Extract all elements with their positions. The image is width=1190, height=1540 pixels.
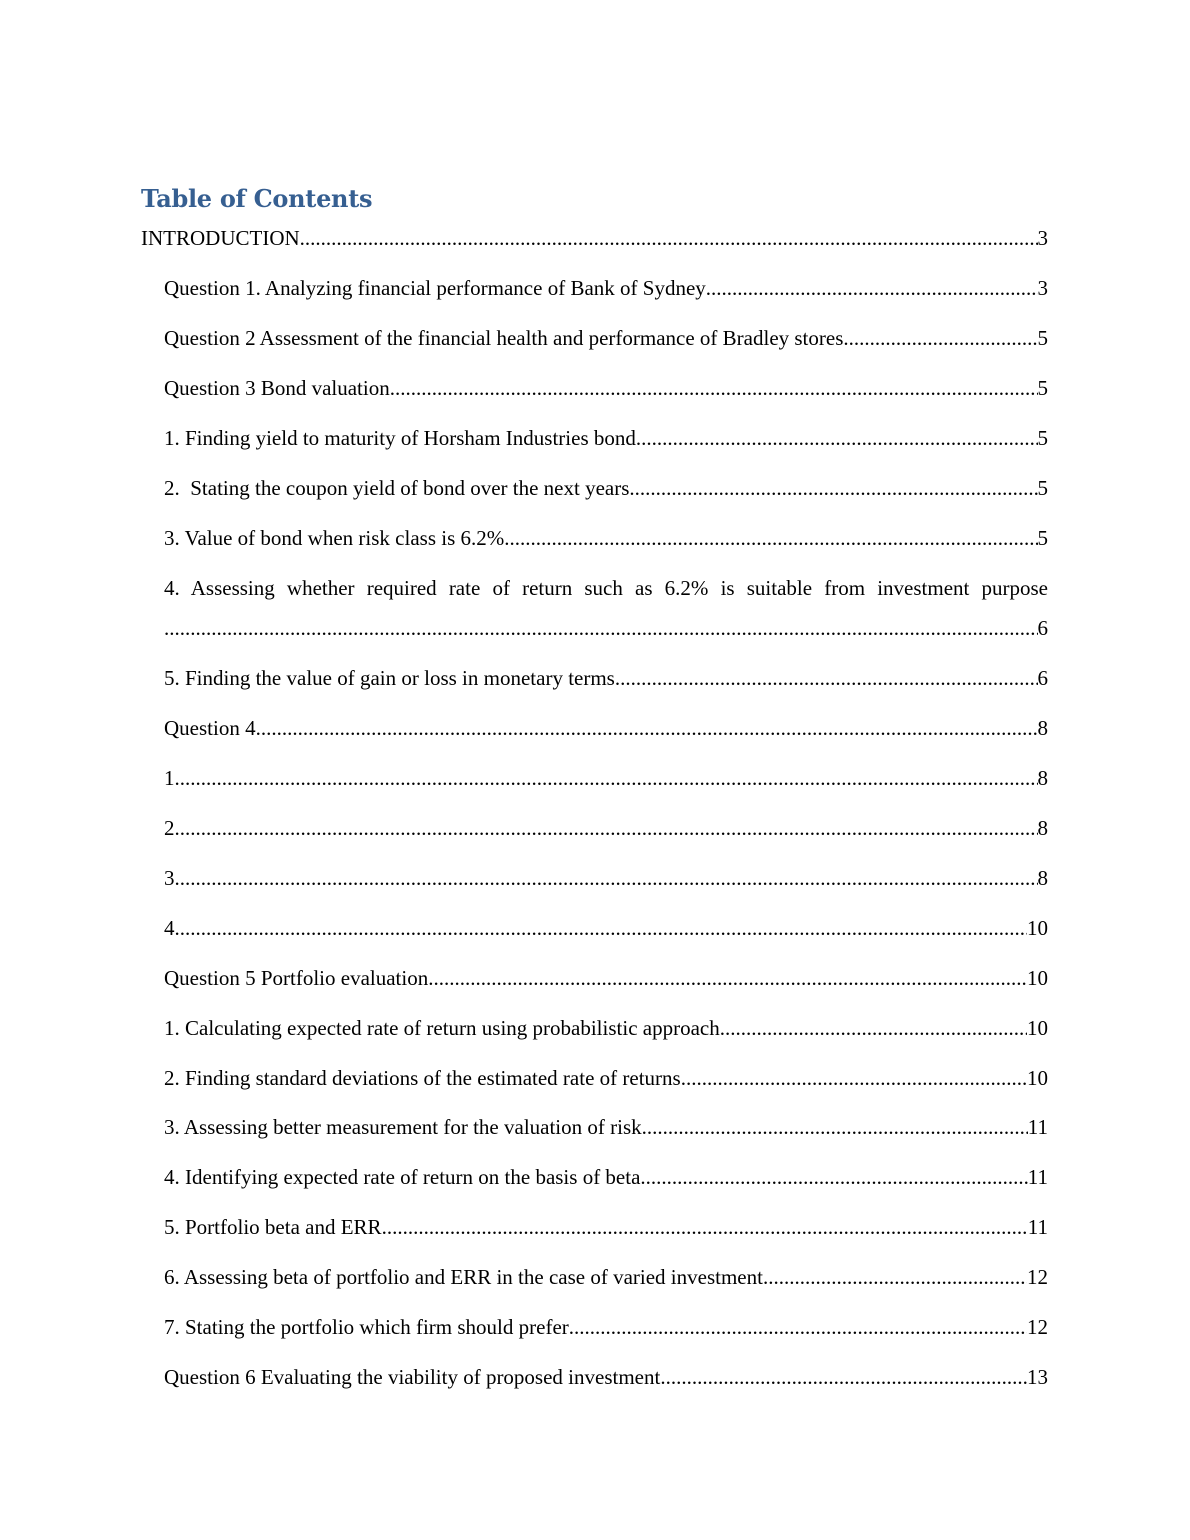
toc-page-number: 13 bbox=[1027, 1365, 1048, 1389]
toc-leader bbox=[720, 1014, 1027, 1042]
toc-leader bbox=[660, 1363, 1027, 1391]
toc-entry-text: Question 3 Bond valuation bbox=[164, 376, 390, 400]
toc-entry-question-1[interactable] bbox=[164, 274, 1048, 302]
toc-entry-question-5[interactable] bbox=[164, 964, 1048, 992]
toc-leader bbox=[428, 964, 1027, 992]
toc-leader bbox=[636, 424, 1038, 452]
toc-page-number: 10 bbox=[1027, 966, 1048, 990]
toc-entry-question-6[interactable] bbox=[164, 1363, 1048, 1391]
toc-entry-q5-part-5[interactable] bbox=[164, 1213, 1048, 1241]
toc-leader bbox=[615, 664, 1038, 692]
toc-entry-text: 3 bbox=[164, 866, 175, 890]
toc-entry-q5-part-1[interactable] bbox=[164, 1014, 1048, 1042]
toc-leader bbox=[706, 274, 1038, 302]
toc-page-number: 12 bbox=[1027, 1315, 1048, 1339]
toc-leader bbox=[629, 474, 1037, 502]
toc-page-number: 6 bbox=[1037, 616, 1048, 640]
toc-entry-q3-part-4[interactable] bbox=[164, 574, 1048, 642]
toc-page-number: 6 bbox=[1037, 666, 1048, 690]
toc-entry-text: Question 6 Evaluating the viability of proposed investment bbox=[164, 1365, 661, 1389]
toc-entry-text: 4 bbox=[164, 916, 175, 940]
toc-entry-text: 3. Value of bond when risk class is 6.2% bbox=[164, 526, 505, 550]
toc-entry-text: 2. Finding standard deviations of the estimated rate of returns bbox=[164, 1066, 681, 1090]
toc-page-number: 10 bbox=[1027, 1016, 1048, 1040]
toc-page-number: 10 bbox=[1027, 1066, 1048, 1090]
toc-leader bbox=[390, 374, 1038, 402]
toc-leader bbox=[175, 814, 1038, 842]
toc-page-number: 8 bbox=[1037, 866, 1048, 890]
toc-entry-text: 7. Stating the portfolio which firm should prefer bbox=[164, 1315, 569, 1339]
toc-entry-q4-part-4[interactable] bbox=[164, 914, 1048, 942]
toc-leader bbox=[504, 524, 1037, 552]
toc-entry-text: 5. Portfolio beta and ERR bbox=[164, 1215, 382, 1239]
toc-page-number: 11 bbox=[1027, 1215, 1048, 1239]
toc-leader bbox=[843, 324, 1037, 352]
toc-page-number: 11 bbox=[1027, 1115, 1048, 1139]
toc-entry-text: 3. Assessing better measurement for the valuation of risk bbox=[164, 1115, 642, 1139]
toc-title: Table of Contents bbox=[141, 184, 373, 213]
toc-entry-q5-part-3[interactable] bbox=[164, 1113, 1048, 1141]
toc-leader bbox=[175, 914, 1028, 942]
toc-page-number: 12 bbox=[1027, 1265, 1048, 1289]
toc-entry-question-4[interactable] bbox=[164, 714, 1048, 742]
toc-entry-text: 6. Assessing beta of portfolio and ERR in the case of varied investment bbox=[164, 1265, 763, 1289]
toc-entry-q4-part-1[interactable] bbox=[164, 764, 1048, 792]
toc-entry-q3-part-2[interactable] bbox=[164, 474, 1048, 502]
toc-entry-text: 1. Finding yield to maturity of Horsham Industries bond bbox=[164, 426, 636, 450]
toc-entry-text: 2. Stating the coupon yield of bond over the next years bbox=[164, 476, 630, 500]
toc-page-number: 5 bbox=[1037, 326, 1048, 350]
toc-page-number: 5 bbox=[1037, 476, 1048, 500]
toc-leader bbox=[642, 1113, 1028, 1141]
toc-entry-q4-part-3[interactable] bbox=[164, 864, 1048, 892]
toc-entry-q3-part-5[interactable] bbox=[164, 664, 1048, 692]
toc-entry-q5-part-2[interactable] bbox=[164, 1064, 1048, 1092]
toc-page-number: 3 bbox=[1037, 276, 1048, 300]
toc-leader bbox=[256, 714, 1038, 742]
toc-leader bbox=[681, 1064, 1027, 1092]
toc-page-number: 8 bbox=[1037, 766, 1048, 790]
toc-entry-q3-part-1[interactable] bbox=[164, 424, 1048, 452]
toc-entry-text: 4. Identifying expected rate of return on the basis of beta bbox=[164, 1165, 641, 1189]
toc-page-number: 8 bbox=[1037, 816, 1048, 840]
toc-leader bbox=[300, 224, 1038, 252]
toc-entry-question-3[interactable] bbox=[164, 374, 1048, 402]
toc-entry-introduction[interactable] bbox=[141, 224, 1048, 252]
toc-entry-q5-part-6[interactable] bbox=[164, 1263, 1048, 1291]
toc-entry-text: INTRODUCTION bbox=[141, 226, 300, 250]
toc-page-number: 5 bbox=[1037, 376, 1048, 400]
toc-entry-q4-part-2[interactable] bbox=[164, 814, 1048, 842]
toc-entry-text: Question 5 Portfolio evaluation bbox=[164, 966, 429, 990]
toc-leader bbox=[763, 1263, 1027, 1291]
toc-leader bbox=[175, 764, 1038, 792]
toc-page-number: 11 bbox=[1027, 1165, 1048, 1189]
toc-entry-question-2[interactable] bbox=[164, 324, 1048, 352]
toc-entry-text: 2 bbox=[164, 816, 175, 840]
toc-page-number: 10 bbox=[1027, 916, 1048, 940]
toc-leader bbox=[569, 1313, 1027, 1341]
toc-entry-q3-part-3[interactable] bbox=[164, 524, 1048, 552]
toc-leader bbox=[640, 1163, 1027, 1191]
toc-page-number: 8 bbox=[1037, 716, 1048, 740]
toc-page-number: 5 bbox=[1037, 426, 1048, 450]
toc-leader bbox=[164, 614, 1038, 642]
toc-leader bbox=[382, 1213, 1028, 1241]
toc-entry-q5-part-7[interactable] bbox=[164, 1313, 1048, 1341]
toc-entry-text: 1. Calculating expected rate of return using probabilistic approach bbox=[164, 1016, 720, 1040]
toc-entry-q5-part-4[interactable] bbox=[164, 1163, 1048, 1191]
toc-entry-text: 4. Assessing whether required rate of return such as 6.2% is suitable from investment purpose bbox=[164, 576, 1048, 600]
toc-entry-text: 1 bbox=[164, 766, 175, 790]
toc-leader bbox=[175, 864, 1038, 892]
toc-page-number: 5 bbox=[1037, 526, 1048, 550]
toc-entry-text: 5. Finding the value of gain or loss in monetary terms bbox=[164, 666, 615, 690]
toc-entry-text: Question 1. Analyzing financial performance of Bank of Sydney bbox=[164, 276, 706, 300]
toc-page-number: 3 bbox=[1037, 226, 1048, 250]
toc-entry-text: Question 2 Assessment of the financial health and performance of Bradley stores bbox=[164, 326, 844, 350]
toc-entry-text: Question 4 bbox=[164, 716, 256, 740]
